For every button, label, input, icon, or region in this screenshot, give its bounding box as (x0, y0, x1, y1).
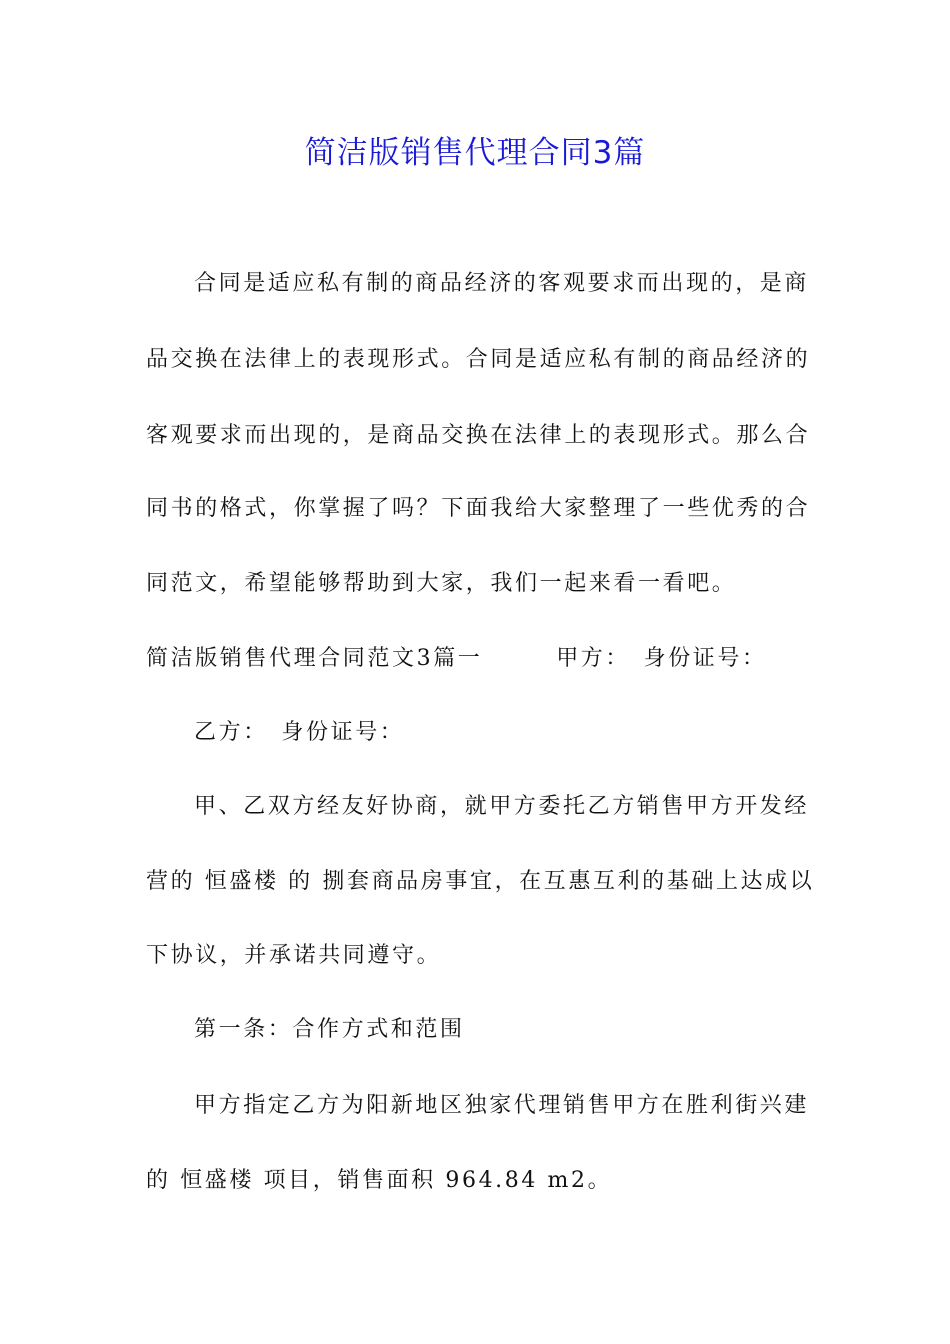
paragraph-line: 品交换在法律上的表现形式。合同是适应私有制的商品经济的 (146, 347, 811, 372)
clause-heading: 第一条：合作方式和范围 (194, 1017, 465, 1042)
paragraph-line: 甲、乙双方经友好协商，就甲方委托乙方销售甲方开发经 (194, 794, 810, 819)
paragraph-line: 同范文，希望能够帮助到大家，我们一起来看一看吧。 (146, 571, 737, 596)
paragraph-line: 甲方指定乙方为阳新地区独家代理销售甲方在胜利街兴建 (194, 1093, 810, 1118)
paragraph-line: 营的 恒盛楼 的 捌套商品房事宜，在互惠互利的基础上达成以 (146, 869, 815, 894)
paragraph-line: 的 恒盛楼 项目，销售面积 964.84 m2。 (146, 1168, 613, 1193)
paragraph-line: 合同是适应私有制的商品经济的客观要求而出现的，是商 (194, 271, 810, 296)
paragraph-line: 下协议，并承诺共同遵守。 (146, 943, 442, 968)
paragraph-line: 客观要求而出现的，是商品交换在法律上的表现形式。那么合 (146, 423, 811, 448)
paragraph-line: 乙方： 身份证号： (194, 720, 405, 745)
paragraph-line: 同书的格式，你掌握了吗？下面我给大家整理了一些优秀的合 (146, 496, 811, 521)
section-heading-line: 简洁版销售代理合同范文3篇一 甲方： 身份证号： (146, 646, 767, 671)
document-title: 简洁版销售代理合同3篇 (304, 135, 646, 171)
